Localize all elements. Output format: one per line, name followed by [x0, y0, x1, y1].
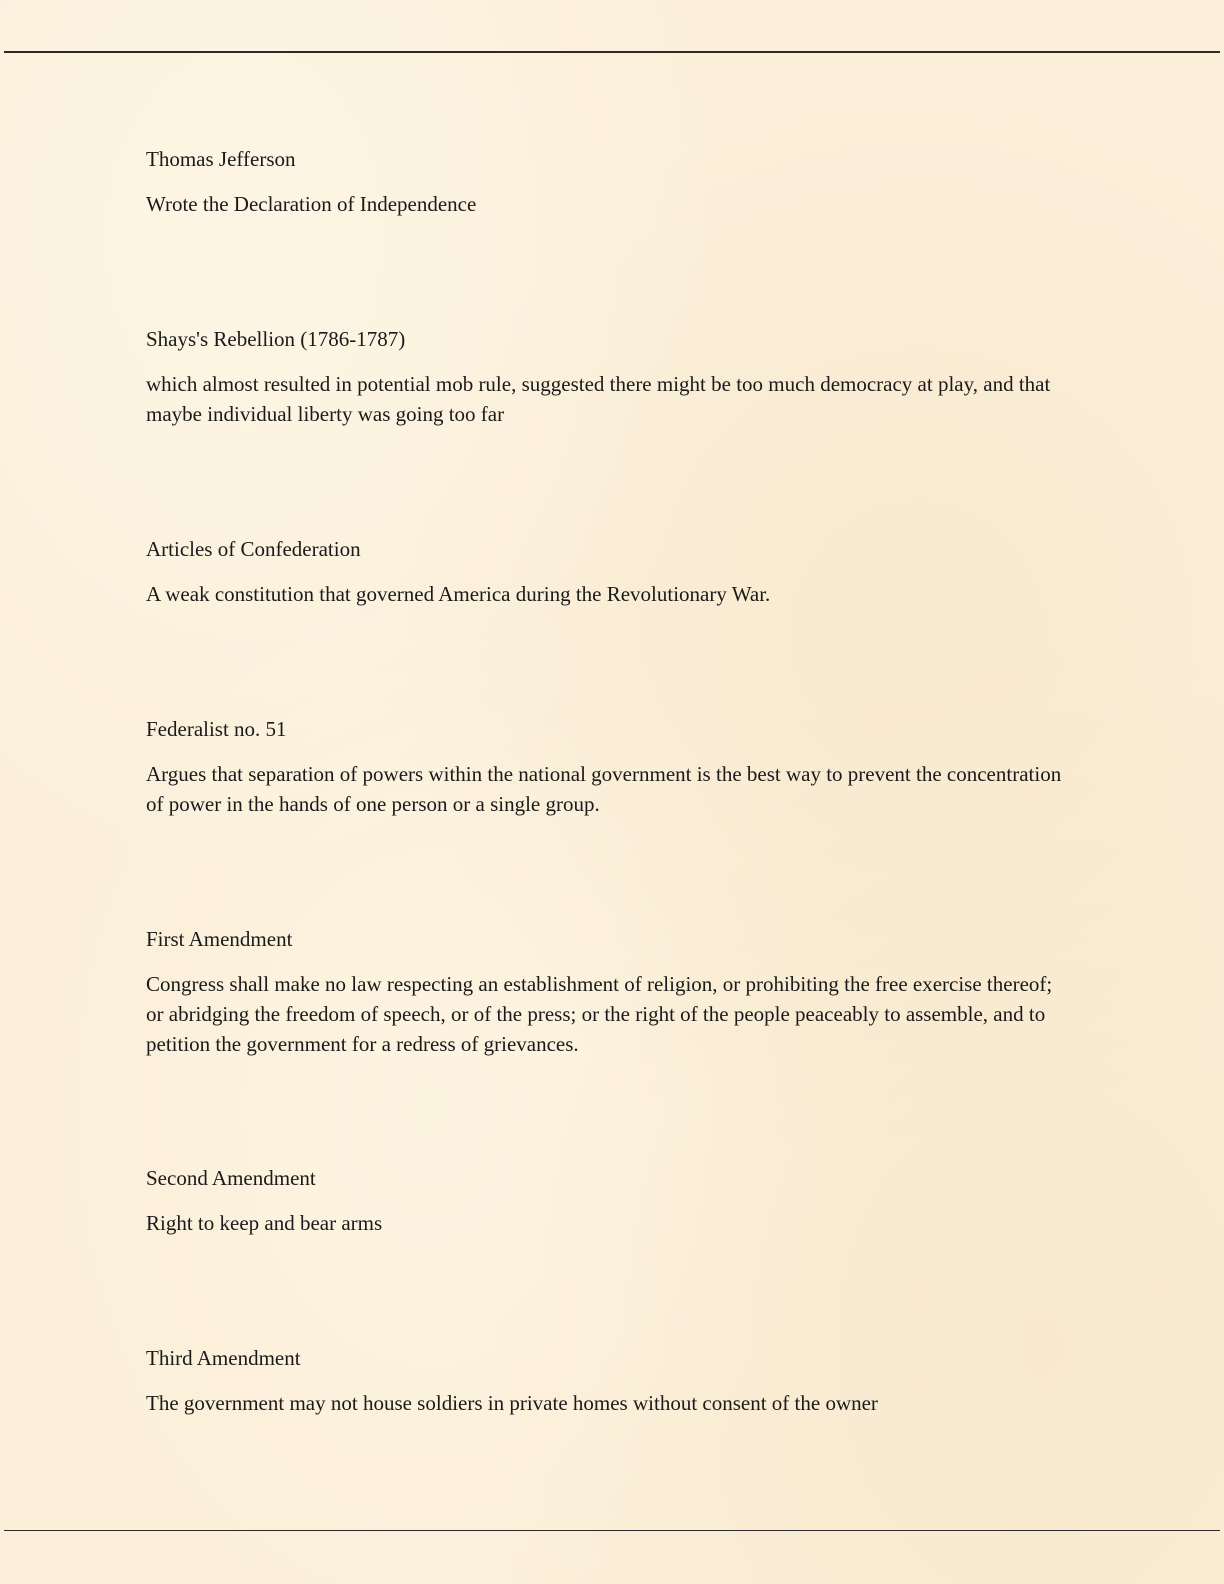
entry-definition: Argues that separation of powers within the national government is the best way to prevent the concentration of power in the hands of one person or a single group.: [146, 762, 1062, 816]
bottom-rule: [4, 1530, 1220, 1531]
flashcard-entry: [146, 535, 1066, 609]
entry-definition: which almost resulted in potential mob rule, suggested there might be too much democracy at play, and that maybe individual liberty was going too far: [146, 372, 1051, 426]
entry-term: Third Amendment: [146, 1346, 301, 1370]
entry-term: Thomas Jefferson: [146, 147, 296, 171]
entry-term: Second Amendment: [146, 1166, 316, 1190]
flashcard-entry: [146, 1164, 1066, 1238]
flashcard-entry: [146, 145, 1066, 219]
entry-term: Federalist no. 51: [146, 717, 287, 741]
entry-definition: Right to keep and bear arms: [146, 1211, 383, 1235]
flashcard-entry: [146, 325, 1066, 429]
flashcard-entry: [146, 925, 1066, 1059]
entry-definition: The government may not house soldiers in private homes without consent of the owner: [146, 1391, 878, 1415]
entry-definition: Congress shall make no law respecting an establishment of religion, or prohibiting the free exercise thereof; or abridging the freedom of speech, or of the press; or the right of the people peaceably to assemble, and to petition the government for a redress of grievances.: [146, 972, 1053, 1056]
flashcard-entry: [146, 715, 1066, 819]
entry-term: Articles of Confederation: [146, 537, 361, 561]
top-rule: [4, 51, 1220, 53]
entry-definition: A weak constitution that governed America during the Revolutionary War.: [146, 582, 771, 606]
entry-term: Shays's Rebellion (1786-1787): [146, 327, 406, 351]
flashcard-entry: [146, 1344, 1066, 1418]
entry-term: First Amendment: [146, 927, 293, 951]
entry-definition: Wrote the Declaration of Independence: [146, 192, 477, 216]
